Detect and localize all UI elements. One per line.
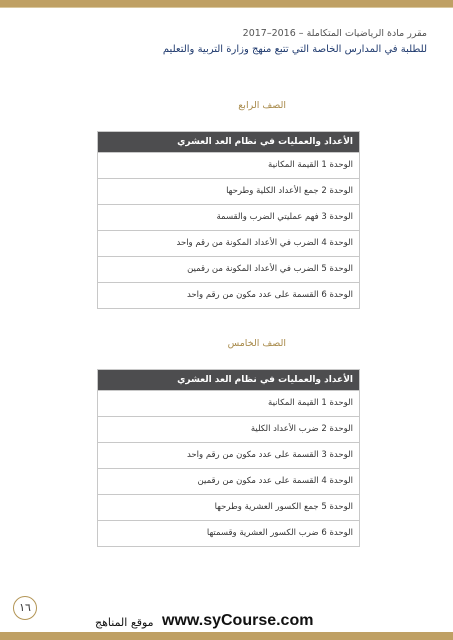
- section-title-grade5: الصف الخامس: [227, 338, 286, 349]
- top-decorative-bar: [0, 0, 453, 7]
- table-header: الأعداد والعمليات في نظام العد العشري: [98, 370, 359, 391]
- table-row: الوحدة 3 فهم عمليتي الضرب والقسمة: [98, 205, 359, 231]
- table-row: الوحدة 5 الضرب في الأعداد المكونة من رقمين: [98, 257, 359, 283]
- page-number: ١٦: [13, 596, 37, 620]
- table-row: الوحدة 2 ضرب الأعداد الكلية: [98, 417, 359, 443]
- table-row: الوحدة 6 ضرب الكسور العشرية وقسمتها: [206, 528, 353, 538]
- footer-site-name: موقع المناهج: [95, 616, 154, 629]
- table-row: الوحدة 3 القسمة على عدد مكون من رقم واحد: [98, 443, 359, 469]
- units-table-grade4: [97, 131, 360, 309]
- course-subtitle: للطلبة في المدارس الخاصة التي تتبع منهج وزارة التربية والتعليم: [162, 44, 427, 55]
- table-row: الوحدة 1 القيمة المكانية: [98, 153, 359, 179]
- top-divider: [0, 7, 453, 8]
- table-header: الأعداد والعمليات في نظام العد العشري: [98, 132, 359, 153]
- table-row: الوحدة 5 جمع الكسور العشرية وطرحها: [98, 495, 359, 521]
- table-row: الوحدة 4 القسمة على عدد مكون من رقمين: [98, 469, 359, 495]
- table-row: الوحدة 2 جمع الأعداد الكلية وطرحها: [98, 179, 359, 205]
- table-row: الوحدة 6 القسمة على عدد مكون من رقم واحد: [186, 290, 353, 300]
- table-row: الوحدة 4 الضرب في الأعداد المكونة من رقم واحد: [98, 231, 359, 257]
- footer-site-url[interactable]: www.syCourse.com: [162, 612, 314, 629]
- table-row: الوحدة 1 القيمة المكانية: [98, 391, 359, 417]
- units-table-grade5: [97, 369, 360, 547]
- section-title-grade4: الصف الرابع: [238, 100, 286, 111]
- bottom-decorative-bar: [0, 632, 453, 640]
- course-title: مقرر مادة الرياضيات المتكاملة – 2016–2017: [242, 28, 427, 39]
